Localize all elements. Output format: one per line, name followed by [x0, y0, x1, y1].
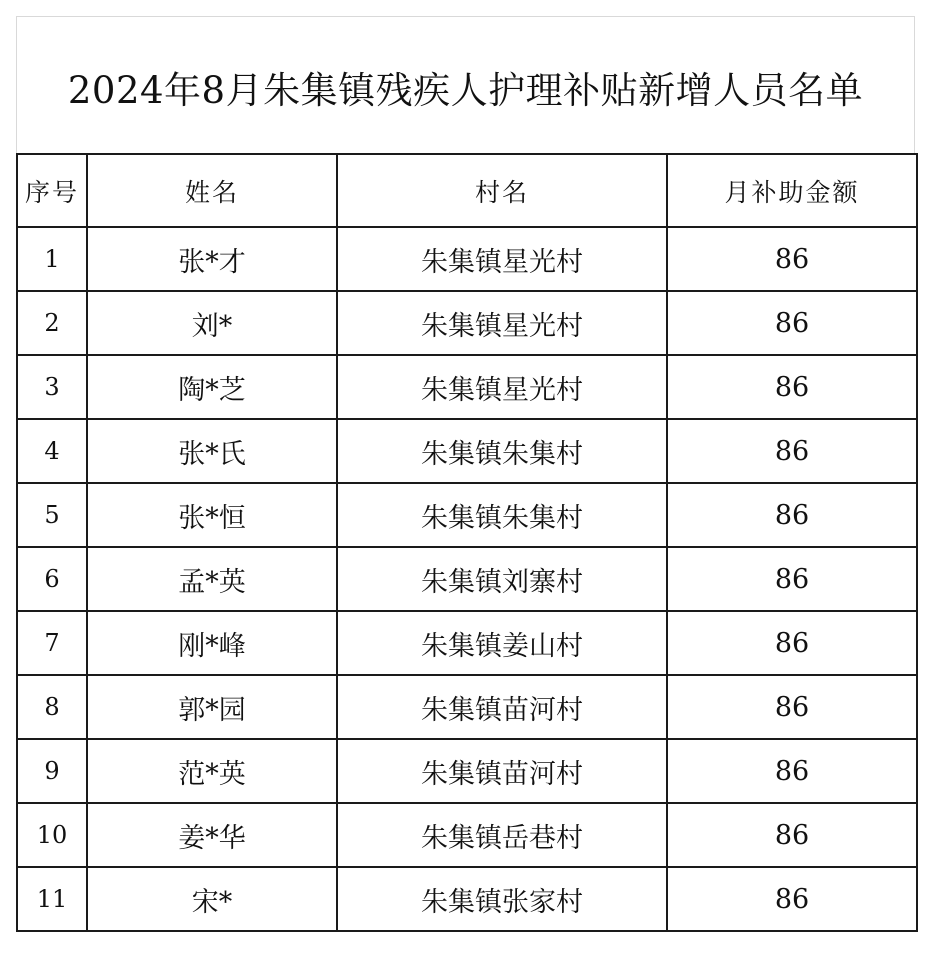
- cell-name: 张*恒: [87, 483, 337, 547]
- cell-amount: 86: [667, 867, 917, 931]
- cell-name: 姜*华: [87, 803, 337, 867]
- cell-amount: 86: [667, 291, 917, 355]
- cell-village: 朱集镇苗河村: [337, 675, 667, 739]
- table-row: [17, 611, 917, 675]
- cell-village: 朱集镇刘寨村: [337, 547, 667, 611]
- cell-amount: 86: [667, 355, 917, 419]
- cell-no: 2: [17, 291, 87, 355]
- cell-no: 8: [17, 675, 87, 739]
- cell-name: 孟*英: [87, 547, 337, 611]
- table-row: [17, 547, 917, 611]
- cell-amount: 86: [667, 419, 917, 483]
- table-row: [17, 739, 917, 803]
- cell-amount: 86: [667, 547, 917, 611]
- cell-no: 3: [17, 355, 87, 419]
- cell-no: 9: [17, 739, 87, 803]
- cell-village: 朱集镇星光村: [337, 355, 667, 419]
- cell-name: 刚*峰: [87, 611, 337, 675]
- cell-no: 7: [17, 611, 87, 675]
- cell-amount: 86: [667, 227, 917, 291]
- cell-village: 朱集镇苗河村: [337, 739, 667, 803]
- header-amount: 月补助金额: [667, 154, 917, 227]
- cell-name: 郭*园: [87, 675, 337, 739]
- table-row: [17, 227, 917, 291]
- cell-village: 朱集镇朱集村: [337, 419, 667, 483]
- cell-amount: 86: [667, 675, 917, 739]
- table-row: [17, 483, 917, 547]
- cell-no: 4: [17, 419, 87, 483]
- table-row: [17, 867, 917, 931]
- cell-amount: 86: [667, 483, 917, 547]
- cell-name: 宋*: [87, 867, 337, 931]
- page-title: 2024年8月朱集镇残疾人护理补贴新增人员名单: [67, 69, 864, 112]
- header-name: 姓名: [87, 154, 337, 227]
- header-no: 序号: [17, 154, 87, 227]
- header-village: 村名: [337, 154, 667, 227]
- cell-village: 朱集镇朱集村: [337, 483, 667, 547]
- cell-no: 6: [17, 547, 87, 611]
- table-row: [17, 355, 917, 419]
- cell-amount: 86: [667, 803, 917, 867]
- cell-amount: 86: [667, 739, 917, 803]
- cell-village: 朱集镇岳巷村: [337, 803, 667, 867]
- header-row: [17, 154, 917, 227]
- cell-name: 张*氏: [87, 419, 337, 483]
- subsidy-table: [16, 153, 918, 932]
- table-row: [17, 419, 917, 483]
- cell-no: 1: [17, 227, 87, 291]
- table-row: [17, 291, 917, 355]
- cell-no: 11: [17, 867, 87, 931]
- cell-village: 朱集镇星光村: [337, 227, 667, 291]
- cell-no: 5: [17, 483, 87, 547]
- cell-name: 张*才: [87, 227, 337, 291]
- cell-amount: 86: [667, 611, 917, 675]
- table-row: [17, 675, 917, 739]
- cell-village: 朱集镇张家村: [337, 867, 667, 931]
- cell-no: 10: [17, 803, 87, 867]
- table-row: [17, 803, 917, 867]
- cell-village: 朱集镇姜山村: [337, 611, 667, 675]
- cell-name: 陶*芝: [87, 355, 337, 419]
- cell-name: 范*英: [87, 739, 337, 803]
- cell-name: 刘*: [87, 291, 337, 355]
- title-cell: [16, 16, 915, 153]
- cell-village: 朱集镇星光村: [337, 291, 667, 355]
